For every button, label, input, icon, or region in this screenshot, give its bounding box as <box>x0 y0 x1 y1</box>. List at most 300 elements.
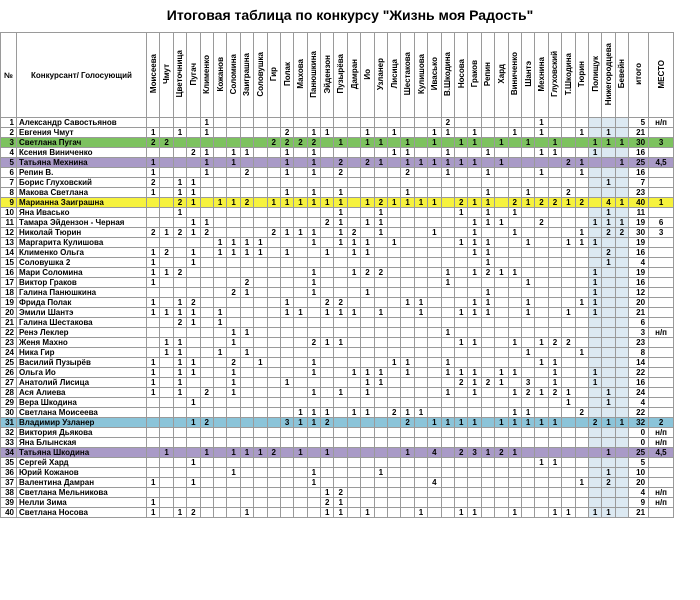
vote-cell: 1 <box>307 128 320 138</box>
vote-cell <box>508 468 521 478</box>
vote-cell <box>321 378 334 388</box>
vote-cell: 1 <box>160 348 173 358</box>
vote-cell: 1 <box>602 398 615 408</box>
vote-cell <box>454 278 467 288</box>
vote-cell <box>588 438 601 448</box>
vote-cell <box>562 248 575 258</box>
vote-cell <box>428 218 441 228</box>
vote-cell <box>294 358 307 368</box>
vote-cell <box>227 168 240 178</box>
vote-cell: 2 <box>481 378 494 388</box>
header-total <box>629 33 649 118</box>
vote-cell <box>454 218 467 228</box>
vote-cell <box>361 228 374 238</box>
vote-cell <box>280 468 293 478</box>
vote-cell <box>173 118 186 128</box>
vote-cell <box>347 118 360 128</box>
vote-cell <box>481 328 494 338</box>
vote-cell <box>615 508 628 518</box>
vote-cell <box>374 328 387 338</box>
vote-cell <box>200 328 213 338</box>
place-cell <box>649 388 674 398</box>
vote-cell: 2 <box>280 128 293 138</box>
vote-cell: 1 <box>401 408 414 418</box>
vote-cell <box>307 438 320 448</box>
vote-cell <box>280 208 293 218</box>
contestant-name: Марианна Заиграшна <box>17 198 147 208</box>
vote-cell <box>334 258 347 268</box>
vote-cell <box>562 228 575 238</box>
vote-cell <box>227 438 240 448</box>
vote-cell <box>200 488 213 498</box>
header-voter <box>495 33 508 118</box>
vote-cell: 1 <box>173 128 186 138</box>
row-number: 21 <box>1 318 17 328</box>
table-row <box>1 388 674 398</box>
vote-cell: 1 <box>481 218 494 228</box>
vote-cell <box>414 328 427 338</box>
vote-cell: 1 <box>227 158 240 168</box>
vote-cell <box>361 168 374 178</box>
vote-cell <box>401 398 414 408</box>
contestant-name: Евгения Чмут <box>17 128 147 138</box>
header-voter <box>254 33 267 118</box>
vote-cell <box>562 118 575 128</box>
vote-cell: 1 <box>468 298 481 308</box>
vote-cell <box>401 428 414 438</box>
vote-cell: 1 <box>334 338 347 348</box>
vote-cell <box>374 148 387 158</box>
vote-cell: 1 <box>321 508 334 518</box>
vote-cell <box>535 368 548 378</box>
vote-cell <box>307 508 320 518</box>
vote-cell <box>454 178 467 188</box>
row-number: 33 <box>1 438 17 448</box>
table-row <box>1 398 674 408</box>
vote-cell: 1 <box>521 308 534 318</box>
total-cell: 4 <box>629 258 649 268</box>
vote-cell <box>187 208 200 218</box>
vote-cell: 1 <box>521 348 534 358</box>
row-number: 29 <box>1 398 17 408</box>
vote-cell <box>575 488 588 498</box>
vote-cell <box>361 318 374 328</box>
vote-cell <box>521 208 534 218</box>
page-title: Итоговая таблица по конкурсу "Жизнь моя Радость" <box>166 7 534 23</box>
vote-cell <box>548 468 561 478</box>
vote-cell <box>481 368 494 378</box>
vote-cell <box>441 228 454 238</box>
vote-cell: 2 <box>307 138 320 148</box>
vote-cell <box>468 118 481 128</box>
vote-cell <box>562 418 575 428</box>
vote-cell <box>468 358 481 368</box>
vote-cell <box>454 248 467 258</box>
vote-cell: 2 <box>267 228 280 238</box>
vote-cell: 2 <box>160 138 173 148</box>
vote-cell <box>388 478 401 488</box>
vote-cell <box>374 128 387 138</box>
vote-cell <box>401 268 414 278</box>
vote-cell <box>240 128 253 138</box>
vote-cell <box>374 498 387 508</box>
vote-cell: 1 <box>388 198 401 208</box>
vote-cell <box>602 168 615 178</box>
vote-cell <box>334 278 347 288</box>
vote-cell <box>414 118 427 128</box>
header-voter <box>280 33 293 118</box>
vote-cell <box>361 488 374 498</box>
vote-cell <box>267 348 280 358</box>
vote-cell: 1 <box>227 328 240 338</box>
vote-cell <box>294 188 307 198</box>
vote-cell <box>588 158 601 168</box>
vote-cell <box>147 398 160 408</box>
vote-cell <box>374 318 387 328</box>
vote-cell: 1 <box>575 158 588 168</box>
vote-cell <box>468 318 481 328</box>
vote-cell <box>173 258 186 268</box>
vote-cell: 1 <box>481 248 494 258</box>
vote-cell: 1 <box>240 148 253 158</box>
vote-cell <box>334 318 347 328</box>
vote-cell: 1 <box>481 188 494 198</box>
vote-cell: 1 <box>575 168 588 178</box>
vote-cell <box>240 298 253 308</box>
vote-cell <box>388 168 401 178</box>
vote-cell: 1 <box>173 188 186 198</box>
vote-cell <box>414 278 427 288</box>
vote-cell <box>160 398 173 408</box>
vote-cell <box>468 468 481 478</box>
vote-cell: 1 <box>321 248 334 258</box>
vote-cell <box>615 468 628 478</box>
vote-cell: 1 <box>147 188 160 198</box>
vote-cell <box>187 158 200 168</box>
vote-cell <box>575 398 588 408</box>
vote-cell <box>280 338 293 348</box>
place-cell <box>649 178 674 188</box>
vote-cell: 1 <box>173 388 186 398</box>
vote-cell <box>227 508 240 518</box>
row-number: 19 <box>1 298 17 308</box>
vote-cell: 1 <box>588 298 601 308</box>
vote-cell: 1 <box>173 338 186 348</box>
vote-cell <box>508 498 521 508</box>
voter-label: Хард <box>496 64 506 84</box>
total-cell: 30 <box>629 228 649 238</box>
vote-cell <box>441 288 454 298</box>
vote-cell: 1 <box>374 468 387 478</box>
vote-cell <box>615 408 628 418</box>
vote-cell <box>388 428 401 438</box>
vote-cell: 1 <box>374 218 387 228</box>
vote-cell <box>481 178 494 188</box>
voter-label: Заиграшна <box>242 52 252 96</box>
vote-cell: 1 <box>401 368 414 378</box>
vote-cell <box>307 378 320 388</box>
vote-cell <box>615 208 628 218</box>
vote-cell: 1 <box>388 238 401 248</box>
vote-cell: 1 <box>307 418 320 428</box>
vote-cell <box>548 448 561 458</box>
place-cell <box>649 458 674 468</box>
header-voter <box>468 33 481 118</box>
vote-cell <box>347 348 360 358</box>
table-row <box>1 468 674 478</box>
vote-cell: 1 <box>441 128 454 138</box>
vote-cell: 1 <box>347 368 360 378</box>
vote-cell <box>267 478 280 488</box>
vote-cell <box>321 388 334 398</box>
vote-cell <box>414 228 427 238</box>
vote-cell: 1 <box>307 358 320 368</box>
table-row <box>1 248 674 258</box>
vote-cell <box>495 228 508 238</box>
vote-cell: 1 <box>508 228 521 238</box>
vote-cell: 2 <box>200 388 213 398</box>
vote-cell: 1 <box>187 318 200 328</box>
vote-cell <box>294 178 307 188</box>
place-cell <box>649 248 674 258</box>
row-number: 38 <box>1 488 17 498</box>
vote-cell <box>535 308 548 318</box>
vote-cell <box>428 508 441 518</box>
vote-cell <box>428 408 441 418</box>
row-number: 39 <box>1 498 17 508</box>
vote-cell <box>575 178 588 188</box>
vote-cell <box>213 468 226 478</box>
vote-cell <box>173 238 186 248</box>
vote-cell <box>548 398 561 408</box>
vote-cell <box>414 318 427 328</box>
vote-cell <box>401 468 414 478</box>
vote-cell: 1 <box>254 358 267 368</box>
vote-cell <box>562 268 575 278</box>
vote-cell: 1 <box>468 338 481 348</box>
vote-cell <box>240 368 253 378</box>
vote-cell <box>280 178 293 188</box>
place-cell: 6 <box>649 218 674 228</box>
header-voter <box>481 33 494 118</box>
vote-cell: 1 <box>535 418 548 428</box>
vote-cell <box>388 158 401 168</box>
header-voter <box>454 33 467 118</box>
place-cell <box>649 208 674 218</box>
vote-cell: 1 <box>147 278 160 288</box>
vote-cell <box>615 288 628 298</box>
vote-cell: 1 <box>187 418 200 428</box>
vote-cell: 1 <box>307 288 320 298</box>
place-cell <box>649 468 674 478</box>
vote-cell <box>173 418 186 428</box>
vote-cell <box>575 358 588 368</box>
vote-cell: 1 <box>294 448 307 458</box>
vote-cell <box>615 128 628 138</box>
vote-cell: 2 <box>334 158 347 168</box>
vote-cell: 1 <box>361 198 374 208</box>
row-number: 40 <box>1 508 17 518</box>
vote-cell <box>160 218 173 228</box>
vote-cell: 1 <box>334 498 347 508</box>
vote-cell <box>294 128 307 138</box>
row-number: 37 <box>1 478 17 488</box>
vote-cell <box>481 318 494 328</box>
vote-cell <box>615 148 628 158</box>
vote-cell <box>535 478 548 488</box>
vote-cell: 1 <box>401 148 414 158</box>
vote-cell: 1 <box>468 508 481 518</box>
table-row <box>1 258 674 268</box>
vote-cell <box>481 478 494 488</box>
vote-cell <box>495 488 508 498</box>
row-number: 35 <box>1 458 17 468</box>
vote-cell: 1 <box>147 158 160 168</box>
vote-cell <box>481 498 494 508</box>
vote-cell: 1 <box>575 298 588 308</box>
vote-cell <box>388 188 401 198</box>
contestant-name: Яна Иваськo <box>17 208 147 218</box>
vote-cell <box>615 368 628 378</box>
vote-cell: 1 <box>240 238 253 248</box>
vote-cell <box>267 368 280 378</box>
vote-cell <box>280 288 293 298</box>
vote-cell: 1 <box>615 218 628 228</box>
vote-cell <box>495 278 508 288</box>
vote-cell <box>454 348 467 358</box>
vote-cell: 1 <box>334 198 347 208</box>
vote-cell <box>294 248 307 258</box>
vote-cell <box>521 268 534 278</box>
vote-cell: 1 <box>454 418 467 428</box>
vote-cell <box>602 288 615 298</box>
vote-cell: 1 <box>173 358 186 368</box>
vote-cell <box>267 428 280 438</box>
vote-cell <box>495 308 508 318</box>
vote-cell <box>481 398 494 408</box>
vote-cell <box>615 338 628 348</box>
place-cell <box>649 268 674 278</box>
vote-cell: 1 <box>280 298 293 308</box>
vote-cell <box>240 208 253 218</box>
table-row <box>1 488 674 498</box>
vote-cell <box>548 128 561 138</box>
vote-cell <box>401 248 414 258</box>
vote-cell: 2 <box>535 198 548 208</box>
vote-cell: 1 <box>508 268 521 278</box>
vote-cell <box>280 498 293 508</box>
vote-cell <box>240 438 253 448</box>
vote-cell <box>294 158 307 168</box>
vote-cell: 1 <box>481 308 494 318</box>
vote-cell <box>468 398 481 408</box>
vote-cell: 1 <box>602 448 615 458</box>
vote-cell <box>267 208 280 218</box>
vote-cell: 1 <box>602 508 615 518</box>
vote-cell <box>374 428 387 438</box>
vote-cell <box>213 218 226 228</box>
vote-cell <box>401 318 414 328</box>
vote-cell: 1 <box>602 178 615 188</box>
vote-cell <box>227 188 240 198</box>
header-voter <box>267 33 280 118</box>
vote-cell <box>562 218 575 228</box>
place-cell <box>649 378 674 388</box>
vote-cell: 1 <box>227 248 240 258</box>
vote-cell <box>441 408 454 418</box>
vote-cell <box>200 138 213 148</box>
vote-cell: 1 <box>147 358 160 368</box>
results-table <box>0 32 674 518</box>
vote-cell <box>254 128 267 138</box>
vote-cell: 2 <box>147 228 160 238</box>
vote-cell <box>508 318 521 328</box>
contestant-name: Ольга Ио <box>17 368 147 378</box>
vote-cell <box>481 418 494 428</box>
vote-cell <box>562 448 575 458</box>
vote-cell <box>535 498 548 508</box>
vote-cell <box>388 508 401 518</box>
vote-cell <box>495 198 508 208</box>
vote-cell <box>428 238 441 248</box>
vote-cell <box>428 248 441 258</box>
vote-cell <box>280 508 293 518</box>
vote-cell: 1 <box>562 388 575 398</box>
vote-cell <box>495 318 508 328</box>
vote-cell: 1 <box>374 308 387 318</box>
vote-cell <box>441 348 454 358</box>
vote-cell <box>562 138 575 148</box>
vote-cell <box>535 408 548 418</box>
vote-cell <box>388 178 401 188</box>
vote-cell <box>548 298 561 308</box>
vote-cell <box>495 128 508 138</box>
vote-cell <box>267 258 280 268</box>
vote-cell <box>388 308 401 318</box>
vote-cell: 1 <box>508 388 521 398</box>
vote-cell <box>147 208 160 218</box>
vote-cell <box>481 358 494 368</box>
vote-cell <box>414 338 427 348</box>
vote-cell <box>227 208 240 218</box>
vote-cell <box>615 388 628 398</box>
vote-cell <box>468 328 481 338</box>
vote-cell: 1 <box>521 408 534 418</box>
vote-cell <box>187 408 200 418</box>
vote-cell <box>414 378 427 388</box>
vote-cell <box>240 318 253 328</box>
vote-cell: 1 <box>495 368 508 378</box>
vote-cell <box>294 298 307 308</box>
vote-cell <box>361 438 374 448</box>
vote-cell: 1 <box>562 398 575 408</box>
vote-cell <box>495 498 508 508</box>
vote-cell: 1 <box>454 238 467 248</box>
vote-cell: 1 <box>254 448 267 458</box>
vote-cell <box>160 508 173 518</box>
vote-cell <box>213 288 226 298</box>
table-row <box>1 208 674 218</box>
vote-cell: 1 <box>187 478 200 488</box>
contestant-name: Галина Панюшкина <box>17 288 147 298</box>
vote-cell <box>535 348 548 358</box>
vote-cell <box>401 118 414 128</box>
place-cell <box>649 508 674 518</box>
vote-cell: 1 <box>361 238 374 248</box>
vote-cell <box>334 368 347 378</box>
vote-cell <box>615 278 628 288</box>
vote-cell: 1 <box>428 228 441 238</box>
